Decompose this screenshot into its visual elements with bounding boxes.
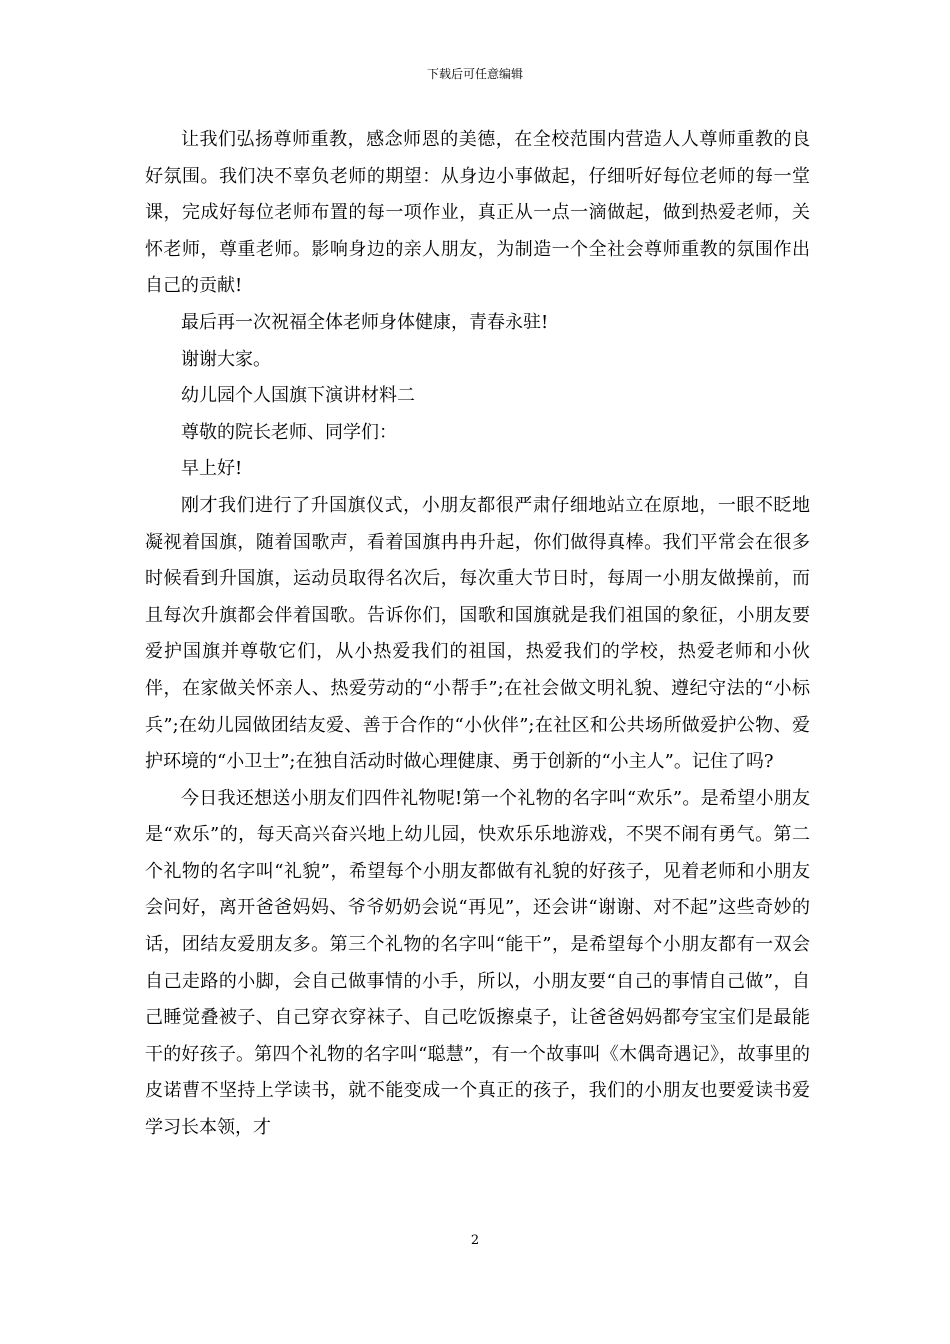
paragraph-four-gifts: 今日我还想送小朋友们四件礼物呢!第一个礼物的名字叫“欢乐”。是希望小朋友是“欢乐”的，每天高兴奋兴地上幼儿园，快欢乐乐地游戏，不哭不闹有勇气。第二个礼物的名字叫“礼貌”，希望每个小朋友都做有礼貌的好孩子，见着老师和小朋友会问好，离开爸爸妈妈、爷爷奶奶会说“再见”，还会讲“谢谢、对不起”这些奇妙的话，团结友爱朋友多。第三个礼物的名字叫“能干”，是希望每个小朋友都有一双会自己走路的小脚，会自己做事情的小手，所以，小朋友要“自己的事情自己做”，自己睡觉叠被子、自己穿衣穿袜子、自己吃饭擦桌子，让爸爸妈妈都夸宝宝们是最能干的好孩子。第四个礼物的名字叫“聪慧”，有一个故事叫《木偶奇遇记》，故事里的皮诺曹不坚持上学读书，就不能变成一个真正的孩子，我们的小朋友也要爱读书爱学习长本领，才: [145, 787, 810, 1139]
paragraph-thanks: 谢谢大家。: [181, 348, 271, 370]
paragraph-respect-teachers: 让我们弘扬尊师重教，感念师恩的美德，在全校范围内营造人人尊师重教的良好氛围。我们决不辜负老师的期望：从身边小事做起，仔细听好每位老师的每一堂课，完成好每位老师布置的每一项作业，真正从一点一滴做起，做到热爱老师，关怀老师，尊重老师。影响身边的亲人朋友，为制造一个全社会尊师重教的氛围作出自己的贡献!: [145, 129, 810, 297]
salutation: 尊敬的院长老师、同学们：: [181, 421, 397, 443]
greeting: 早上好!: [181, 458, 243, 480]
paragraph-blessing: 最后再一次祝福全体老师身体健康，青春永驻!: [181, 311, 549, 333]
page-number: 2: [470, 1233, 480, 1248]
document-body: [145, 122, 810, 1147]
paragraph-flag-ceremony: 刚才我们进行了升国旗仪式，小朋友都很严肃仔细地站立在原地，一眼不眨地凝视着国旗，随着国歌声，看着国旗冉冉升起，你们做得真棒。我们平常会在很多时候看到升国旗，运动员取得名次后，每次重大节日时，每周一小朋友做操前，而且每次升旗都会伴着国歌。告诉你们，国歌和国旗就是我们祖国的象征，小朋友要爱护国旗并尊敬它们，从小热爱我们的祖国，热爱我们的学校，热爱老师和小伙伴，在家做关怀亲人、热爱劳动的“小帮手”;在社会做文明礼貌、遵纪守法的“小标兵”;在幼儿园做团结友爱、善于合作的“小伙伴”;在社区和公共场所做爱护公物、爱护环境的“小卫士”;在独自活动时做心理健康、勇于创新的“小主人”。记住了吗?: [145, 494, 810, 773]
page-header: 下载后可任意编辑: [426, 67, 523, 81]
section-title: 幼儿园个人国旗下演讲材料二: [181, 385, 415, 407]
